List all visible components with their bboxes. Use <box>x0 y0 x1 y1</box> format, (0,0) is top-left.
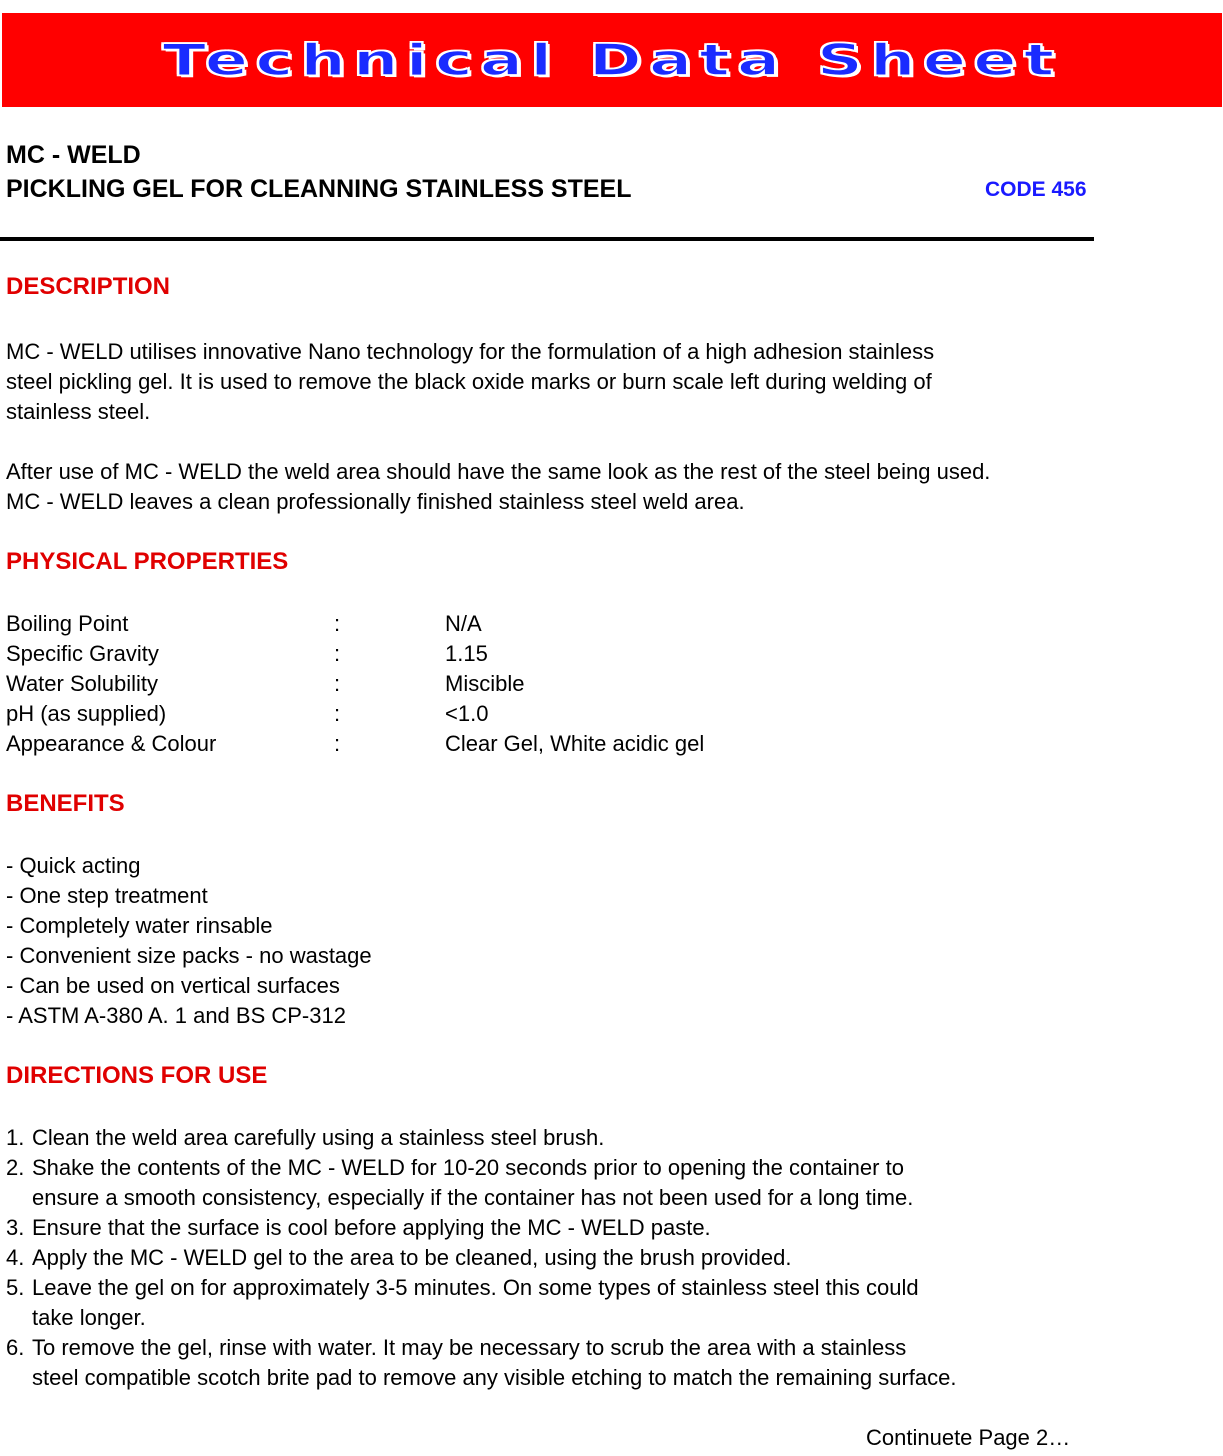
property-label: Boiling Point <box>6 611 129 636</box>
header-divider <box>0 237 1094 241</box>
physical-properties-heading: PHYSICAL PROPERTIES <box>6 548 289 575</box>
direction-step-4 <box>6 1243 791 1273</box>
property-value: 1.15 <box>445 641 488 666</box>
property-value: N/A <box>445 611 482 636</box>
description-line: stainless steel. <box>6 399 151 424</box>
description-line: MC - WELD leaves a clean professionally finished stainless steel weld area. <box>6 489 745 514</box>
property-label: Appearance & Colour <box>6 731 217 756</box>
document-title: Technical Data Sheet <box>162 34 1062 86</box>
description-line: MC - WELD utilises innovative Nano technology for the formulation of a high adhesion stainless <box>6 339 935 364</box>
step-text: Ensure that the surface is cool before applying the MC - WELD paste. <box>32 1215 711 1240</box>
property-value: Clear Gel, White acidic gel <box>445 731 705 756</box>
property-separator: : <box>334 611 341 636</box>
direction-step-6 <box>6 1333 906 1363</box>
benefit-item: - Convenient size packs - no wastage <box>6 943 372 968</box>
benefit-item: - One step treatment <box>6 883 208 908</box>
title-banner <box>2 13 1222 107</box>
step-text: Leave the gel on for approximately 3-5 minutes. On some types of stainless steel this could <box>32 1275 919 1300</box>
description-paragraph-1 <box>6 337 934 427</box>
product-code: CODE 456 <box>985 178 1087 201</box>
direction-step-5 <box>6 1273 919 1303</box>
property-label: Water Solubility <box>6 671 159 696</box>
property-separator: : <box>334 671 341 696</box>
property-separator: : <box>334 701 341 726</box>
directions-heading: DIRECTIONS FOR USE <box>6 1062 268 1089</box>
step-number: 2. <box>6 1155 25 1180</box>
step-text-continued: take longer. <box>32 1305 146 1330</box>
direction-step-1 <box>6 1123 604 1153</box>
description-line: steel pickling gel. It is used to remove the black oxide marks or burn scale left during welding of <box>6 369 932 394</box>
step-text: Clean the weld area carefully using a stainless steel brush. <box>32 1125 605 1150</box>
step-number: 6. <box>6 1335 25 1360</box>
property-separator: : <box>334 731 341 756</box>
continuation-note: Continuete Page 2… <box>866 1425 1071 1450</box>
product-name: MC - WELD <box>6 141 141 169</box>
direction-step-2 <box>6 1153 904 1183</box>
step-text-continued: ensure a smooth consistency, especially if the container has not been used for a long time. <box>32 1185 914 1210</box>
property-label: pH (as supplied) <box>6 701 167 726</box>
description-paragraph-2 <box>6 457 990 517</box>
benefit-item: - Can be used on vertical surfaces <box>6 973 340 998</box>
property-value: <1.0 <box>445 701 489 726</box>
property-separator: : <box>334 641 341 666</box>
benefit-item: - Quick acting <box>6 853 141 878</box>
step-number: 4. <box>6 1245 25 1270</box>
benefit-item: - Completely water rinsable <box>6 913 273 938</box>
step-number: 1. <box>6 1125 25 1150</box>
step-text-continued: steel compatible scotch brite pad to remove any visible etching to match the remaining surface. <box>32 1365 957 1390</box>
description-line: After use of MC - WELD the weld area should have the same look as the rest of the steel being used. <box>6 459 991 484</box>
step-number: 5. <box>6 1275 25 1300</box>
description-heading: DESCRIPTION <box>6 273 171 300</box>
step-text: Apply the MC - WELD gel to the area to be cleaned, using the brush provided. <box>32 1245 792 1270</box>
benefits-heading: BENEFITS <box>6 790 125 817</box>
step-number: 3. <box>6 1215 25 1240</box>
benefit-item: - ASTM A-380 A. 1 and BS CP-312 <box>6 1003 346 1028</box>
direction-step-3 <box>6 1213 711 1243</box>
step-text: Shake the contents of the MC - WELD for 10-20 seconds prior to opening the container to <box>32 1155 904 1180</box>
step-text: To remove the gel, rinse with water. It may be necessary to scrub the area with a stainless <box>32 1335 907 1360</box>
product-subtitle: PICKLING GEL FOR CLEANNING STAINLESS STEEL <box>6 175 632 203</box>
property-label: Specific Gravity <box>6 641 159 666</box>
property-value: Miscible <box>445 671 525 696</box>
